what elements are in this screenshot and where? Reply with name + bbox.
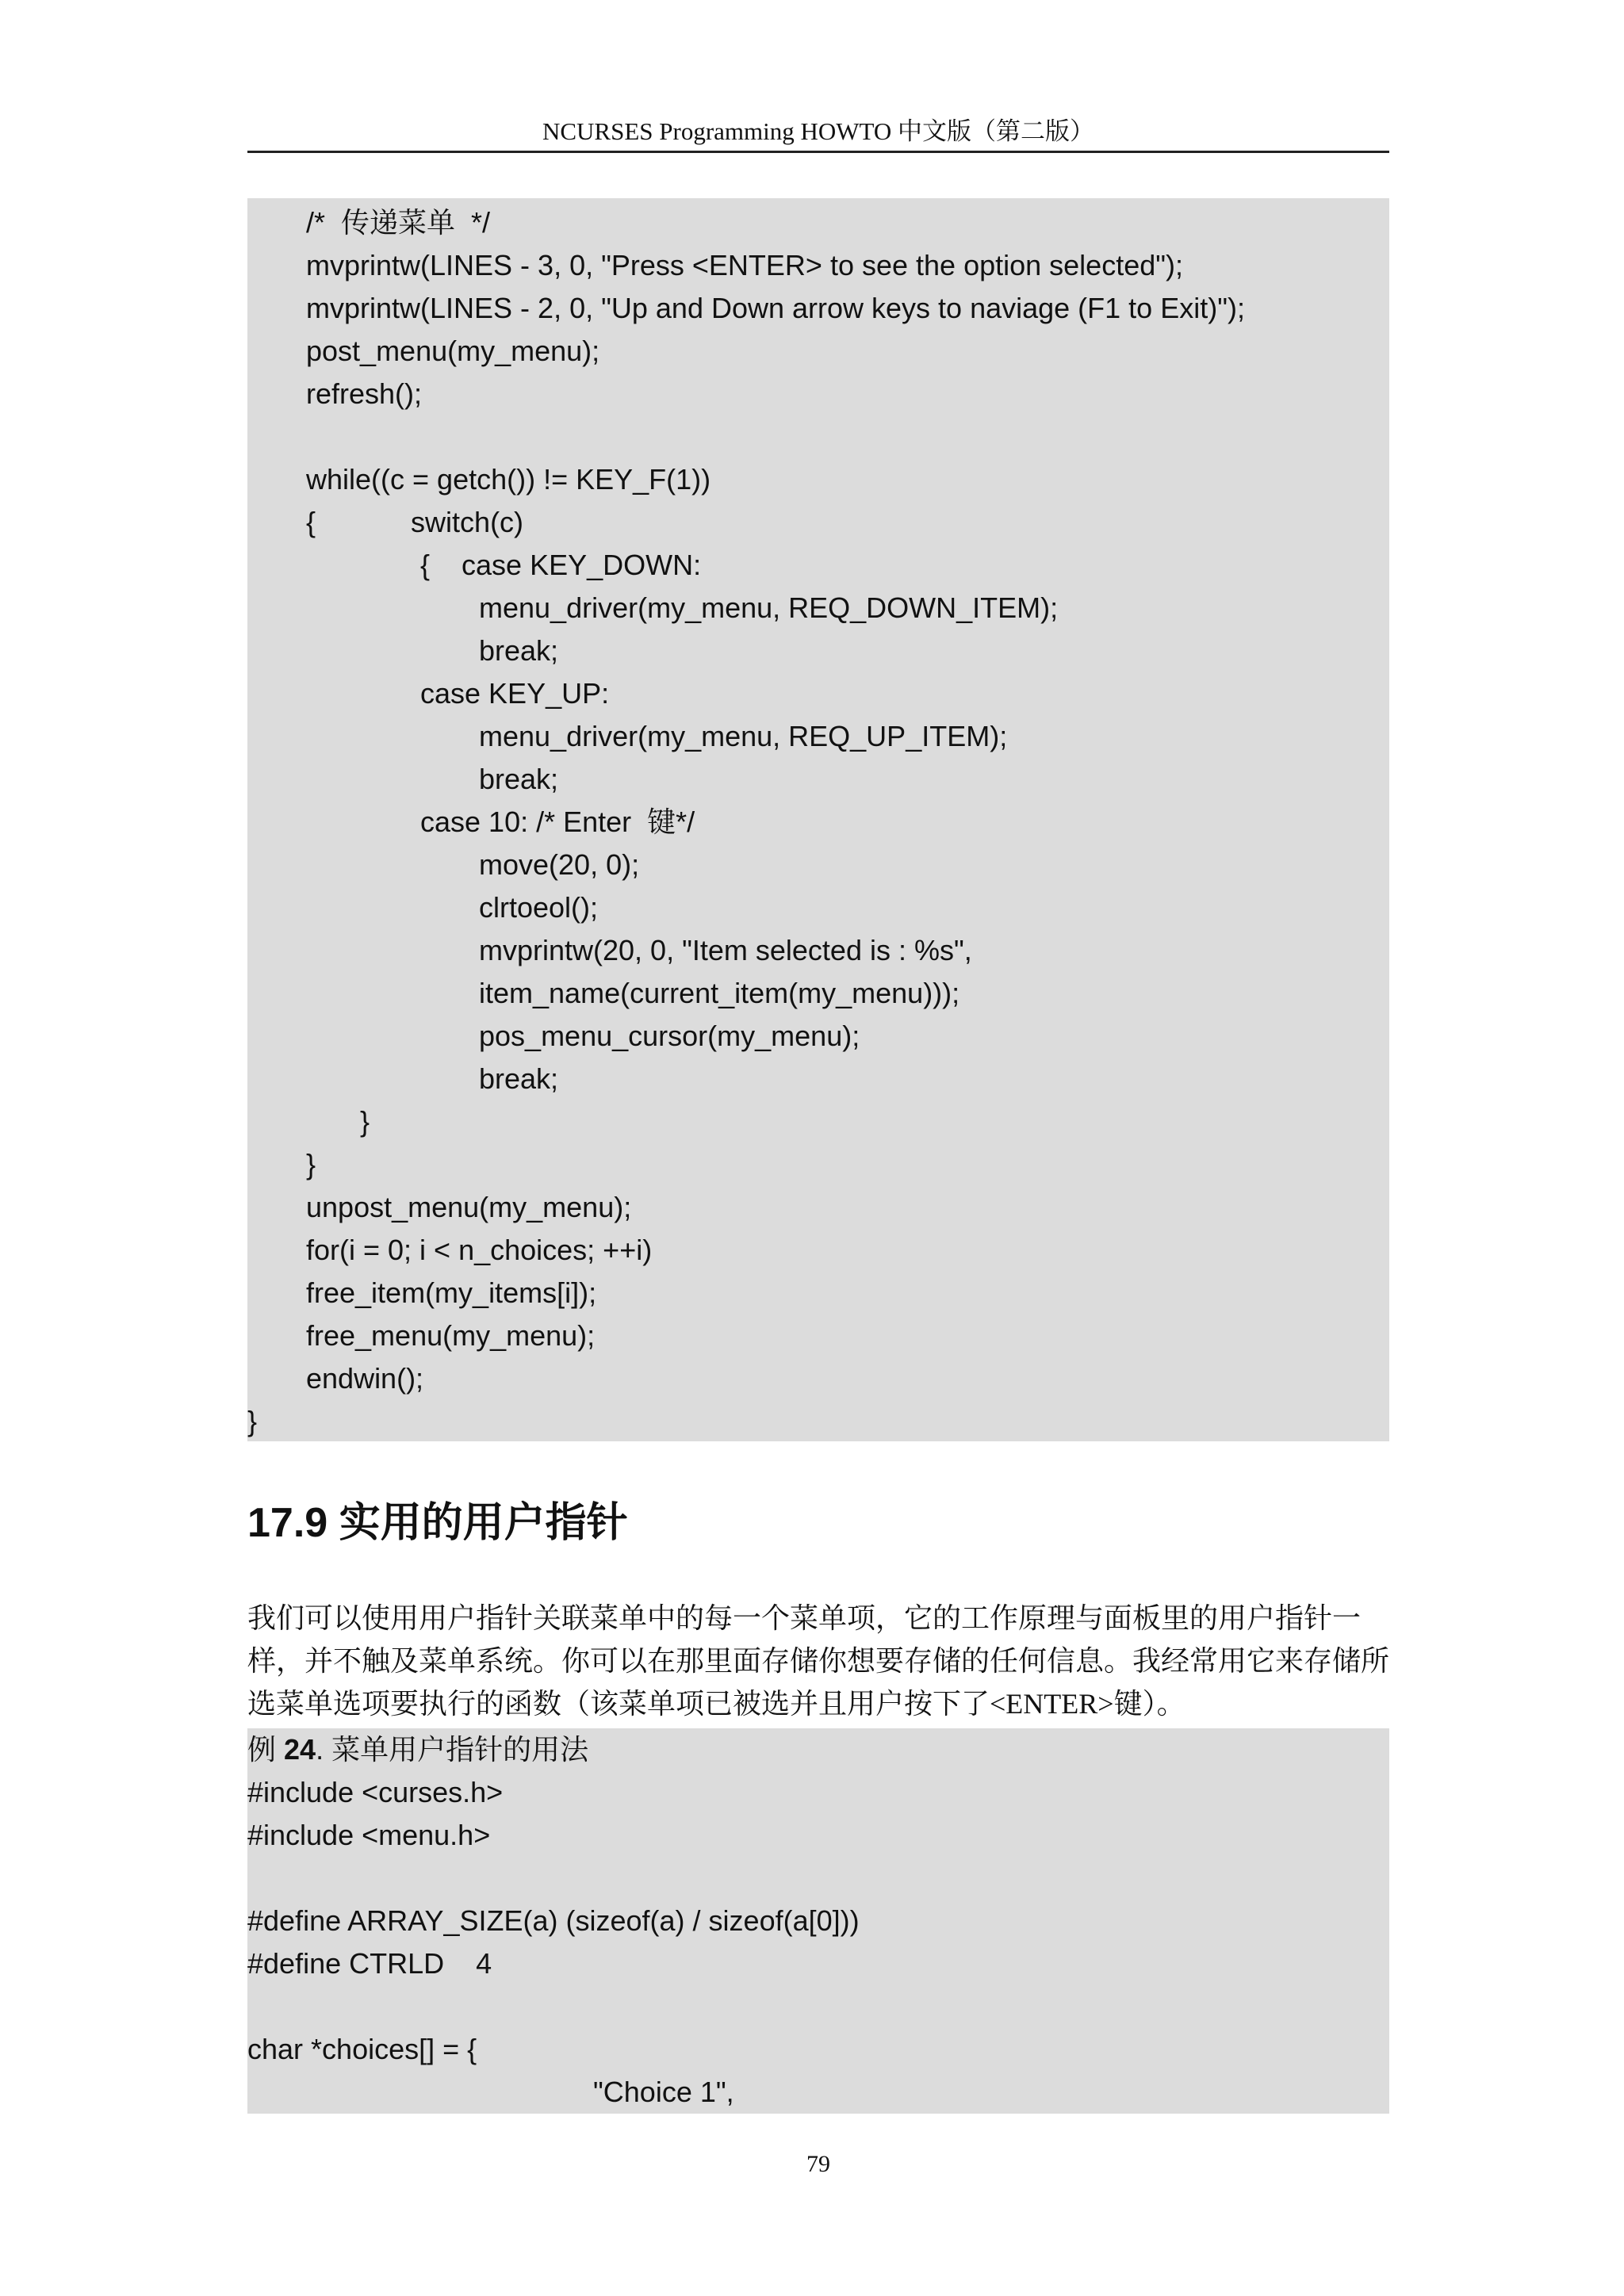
code-line: case KEY_UP: (420, 677, 610, 710)
code-line: free_menu(my_menu); (306, 1319, 596, 1352)
code-line: while((c = getch()) != KEY_F(1)) (306, 463, 711, 496)
code-line: item_name(current_item(my_menu))); (479, 977, 960, 1009)
code-line: break; (479, 1062, 559, 1095)
example-caption-number: 24 (284, 1733, 316, 1766)
paragraph-line: 我们可以使用用户指针关联菜单中的每一个菜单项，它的工作原理与面板里的用户指针一 (247, 1602, 1362, 1634)
page-number: 79 (806, 2151, 830, 2177)
code-line: pos_menu_cursor(my_menu); (479, 1020, 860, 1052)
code-line: /* 传递菜单 */ (306, 206, 491, 239)
code-line: mvprintw(LINES - 3, 0, "Press <ENTER> to see the option selected"); (306, 249, 1184, 281)
example-caption-prefix: 例 (247, 1733, 285, 1766)
code-line: #define ARRAY_SIZE(a) (sizeof(a) / sizeof(a[0])) (247, 1904, 860, 1937)
code-line: free_item(my_items[i]); (306, 1276, 597, 1309)
code-line: post_menu(my_menu); (306, 335, 600, 367)
code-block-menu-loop (247, 198, 1389, 1441)
header-rule (247, 151, 1389, 153)
code-line: #include <curses.h> (247, 1776, 504, 1808)
paragraph-line: 选菜单选项要执行的函数（该菜单项已被选并且用户按下了<ENTER>键）。 (247, 1688, 1185, 1720)
code-line: menu_driver(my_menu, REQ_UP_ITEM); (479, 720, 1008, 752)
example-caption (247, 1728, 588, 1771)
code-line: { case KEY_DOWN: (420, 549, 702, 581)
section-heading: 17.9 实用的用户指针 (247, 1500, 628, 1546)
example-caption-title: . 菜单用户指针的用法 (316, 1733, 589, 1766)
body-paragraph (247, 1597, 1389, 1725)
code-line: clrtoeol(); (479, 891, 599, 924)
code-line: mvprintw(20, 0, "Item selected is : %s", (479, 934, 972, 966)
code-line: break; (479, 634, 559, 667)
running-header-title: NCURSES Programming HOWTO 中文版（第二版） (542, 117, 1095, 145)
code-line: break; (479, 763, 559, 795)
code-line: } (247, 1405, 258, 1437)
code-line: refresh(); (306, 377, 423, 410)
code-line: #include <menu.h> (247, 1819, 491, 1851)
code-line: case 10: /* Enter 键*/ (420, 806, 695, 838)
code-line: "Choice 1", (593, 2076, 734, 2108)
code-line: } (360, 1105, 370, 1138)
code-line: for(i = 0; i < n_choices; ++i) (306, 1234, 653, 1266)
code-line: } (306, 1148, 316, 1181)
code-line: mvprintw(LINES - 2, 0, "Up and Down arrow keys to naviage (F1 to Exit)"); (306, 292, 1245, 324)
code-line: endwin(); (306, 1362, 424, 1395)
code-line: menu_driver(my_menu, REQ_DOWN_ITEM); (479, 591, 1059, 624)
paragraph-line: 样，并不触及菜单系统。你可以在那里面存储你想要存储的任何信息。我经常用它来存储所 (247, 1645, 1390, 1677)
code-line: { switch(c) (306, 506, 524, 538)
code-line: char *choices[] = { (247, 2033, 477, 2065)
code-line: move(20, 0); (479, 848, 640, 881)
code-line: #define CTRLD 4 (247, 1947, 492, 1980)
code-block-example-24 (247, 1728, 1389, 2114)
code-line: unpost_menu(my_menu); (306, 1191, 632, 1223)
